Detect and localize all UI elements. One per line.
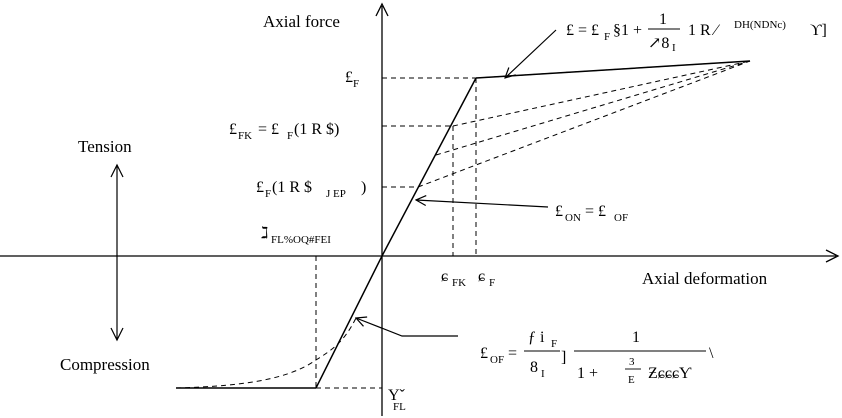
top-eq-a: £ = £ [566,22,600,39]
comp-eq-inner-num: 3 [629,356,635,368]
flow-label [256,179,366,200]
comp-eq-num: ƒ i [528,329,545,346]
fcr-label-b-sub: OF [614,212,629,224]
ey-label-a: ɕ [478,268,486,285]
eyk-label-a: ɕ [441,268,449,285]
pointer-comp-eq [356,318,458,336]
comp-eq-lhs: £ [480,345,488,362]
neg-label-a: ℷ [261,225,269,242]
buckling-curve [176,318,356,388]
fyk-label-a: £ [229,121,237,138]
pointer-fcr [416,200,548,207]
y-axis-label: Axial force [263,12,340,31]
fcr-label [555,203,628,224]
comp-eq-close: \ [709,345,714,362]
top-eq-e: ϒ] [810,22,827,39]
comp-eq-frac2-num: 1 [632,329,640,346]
dashed-line-2 [436,61,750,155]
fyk-label-b-sub: F [287,130,294,142]
bottom-label-sub: FL [393,401,406,413]
pointer-top-eq [505,30,556,78]
bottom-label [388,387,406,413]
fyk-label-b: = £ [258,121,280,138]
top-equation [566,11,827,54]
fy-label-main: £ [345,69,353,86]
ey-label [478,268,495,289]
top-eq-frac-den-sub: I [672,42,676,54]
comp-eq-inner-den: E [628,374,635,386]
comp-eq-den: 8 [530,359,538,376]
flow-label-a-sub: F [265,188,272,200]
comp-eq-lhs-sub: OF [490,354,505,366]
comp-eq-frac2-den-tail: ƵɕɕɕƳ [648,365,692,382]
bottom-label-a: Yˇ [388,387,405,404]
flow-label-b: (1 R $ [272,179,312,196]
fy-label [345,69,359,90]
top-eq-a-sub: F [604,31,611,43]
tension-label: Tension [78,137,132,156]
fcr-label-a-sub: ON [565,212,581,224]
compression-equation [480,329,714,386]
fyk-label [229,121,339,142]
flow-label-c: ) [361,179,367,196]
top-eq-d: DH(NDNc) [734,19,786,31]
comp-eq-frac2-den-a: 1 + [577,365,599,382]
neg-label-a-sub: FL%OQ#FEI [271,234,331,246]
top-eq-frac-den: ↗8 [648,35,670,52]
top-eq-frac-num: 1 [659,11,667,28]
comp-eq-eq: = [508,345,518,362]
fcr-label-a: £ [555,203,563,220]
dashed-line-3 [418,61,750,187]
flow-label-b-sub: J EP [326,188,346,200]
compression-label: Compression [60,355,150,374]
top-eq-c: 1 R ⁄ [688,22,718,39]
comp-eq-bracket: ] [561,349,567,366]
fyk-label-c: (1 R $) [294,121,340,138]
ey-label-sub: F [489,277,496,289]
comp-eq-num-sub: F [551,338,558,350]
dashed-hardening-lines [418,61,750,187]
x-axis-label: Axial deformation [642,269,768,288]
eyk-label [441,268,466,289]
eyk-label-sub: FK [452,277,467,289]
fcr-label-b: = £ [585,203,607,220]
fy-label-sub: F [353,78,360,90]
top-eq-b: §1 + [613,22,643,39]
comp-eq-den-sub: I [541,368,545,380]
neg-force-label [261,225,331,246]
fyk-label-a-sub: FK [238,130,253,142]
flow-label-a: £ [256,179,264,196]
